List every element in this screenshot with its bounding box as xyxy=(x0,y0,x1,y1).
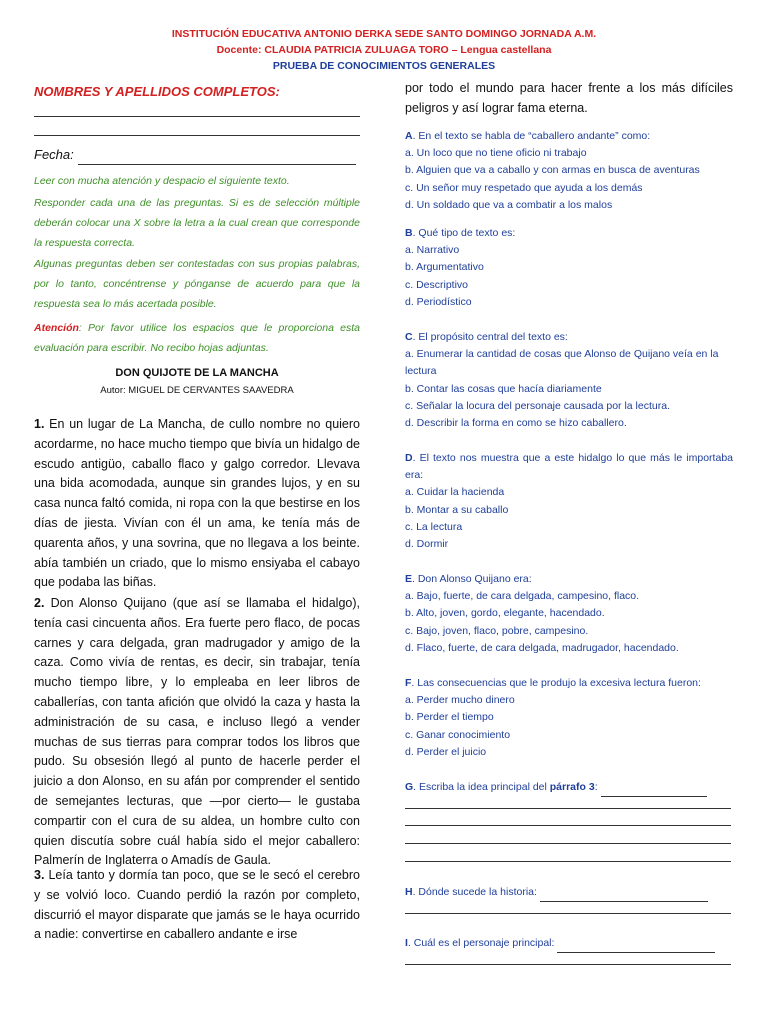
option-d[interactable]: d. Flaco, fuerte, de cara delgada, madrugador, hacendado. xyxy=(405,641,679,654)
test-title: PRUEBA DE CONOCIMIENTOS GENERALES xyxy=(272,60,496,72)
option-c[interactable]: c. Descriptivo xyxy=(405,278,469,291)
question-i: I. Cuál es el personaje principal: xyxy=(405,935,733,953)
paragraph-1: 1. En un lugar de La Mancha, de cullo nombre no quiero acordarme, no hace mucho tiempo que bivía un hidalgo de escudo antigüo, caballo flaco y galgo corredor. Llevava una bida acomodada, aunque sin grandes lujos, y en su casa nunca faltó comida, ni ropa con la que bestirse en los días de jiesta. Vivían con él un ama, ke tenía más de quarenta años, y una sovrina, que no llegava a los beinte. abía también un criado, que lo mismo ensiyaba el cabayo que podaba las biñas. xyxy=(34,417,360,590)
option-d[interactable]: d. Periodístico xyxy=(405,295,472,308)
answer-line-g-1[interactable] xyxy=(405,808,731,809)
question-f: F. Las consecuencias que le produjo la excesiva lectura fueron: a. Perder mucho dinero b. Perder el tiempo c. Ganar conocimiento d. Perder el juicio xyxy=(405,675,733,761)
attention-text: : Por favor utilice los espacios que le proporciona esta evaluación para escribir. No recibo hojas adjuntas. xyxy=(34,322,360,354)
option-b[interactable]: b. Alto, joven, gordo, elegante, hacendado. xyxy=(405,607,605,620)
option-b[interactable]: b. Contar las cosas que hacía diariamente xyxy=(405,382,602,395)
question-g: G. Escriba la idea principal del párrafo 3: xyxy=(405,779,733,797)
question-a: A. En el texto se habla de “caballero andante” como: a. Un loco que no tiene oficio ni trabajo b. Alguien que va a caballo y con armas en busca de aventuras c. Un señor muy respetado que ayuda a los demás d. Un soldado que va a combatir a los malos xyxy=(405,128,733,214)
answer-line-i-1[interactable] xyxy=(405,964,731,965)
paragraph-3: 3. Leía tanto y dormía tan poco, que se le secó el cerebro y se volvió loco. Cuando perdió la razón por completo, discurrió el mayor disparate que jamás se le haya ocurrido a nadie: convertirse en caballero andante e irse xyxy=(34,868,360,942)
answer-line-g-4[interactable] xyxy=(405,861,731,862)
answer-line-h-1[interactable] xyxy=(405,913,731,914)
names-line-2[interactable] xyxy=(34,135,360,136)
story-title: DON QUIJOTE DE LA MANCHA xyxy=(115,367,279,379)
instruction-3: Algunas preguntas deben ser contestadas con sus propias palabras, por lo tanto, concéntrense y pónganse de acuerdo para que la respuesta sea lo más acertada posible. xyxy=(34,258,360,310)
option-b[interactable]: b. Montar a su caballo xyxy=(405,503,509,516)
teacher-line: Docente: CLAUDIA PATRICIA ZULUAGA TORO – Lengua castellana xyxy=(216,44,552,56)
option-c[interactable]: c. Un señor muy respetado que ayuda a los demás xyxy=(405,181,643,194)
story-author: Autor: MIGUEL DE CERVANTES SAAVEDRA xyxy=(100,385,294,396)
question-h: H. Dónde sucede la historia: xyxy=(405,884,733,902)
instruction-2: Responder cada una de las preguntas. Si es de selección múltiple deberán colocar una X sobre la letra a la cual crean que corresponde la respuesta correcta. xyxy=(34,197,360,249)
paragraph-2: 2. Don Alonso Quijano (que así se llamaba el hidalgo), tenía casi cincuenta años. Era fuerte pero flaco, de pocas carnes y cara delgada, gran madrugador y amigo de la caza. Como vivía de rentas, es decir, sin trabajar, tenía mucho tiempo libre, y lo empleaba en leer libros de caballerías, con tanta afición que olvidó la caza y hasta la administración de su casa, e incluso llegó a vender muchas de sus tierras para comprar todos los libros que pudo. Su obsesión llegó al punto de hacerle perder el juicio a don Alonso, en su afán por comprender el sentido de semejantes lecturas, que —por cierto— le gustaba compartir con el cura de su aldea, un hombre culto con quien discutía sobre cuál había sido el mejor caballero: Palmerín de Inglaterra o Amadís de Gaula. xyxy=(34,596,360,868)
option-d[interactable]: d. Perder el juicio xyxy=(405,745,487,758)
answer-line-g[interactable] xyxy=(601,779,707,797)
names-line-1[interactable] xyxy=(34,116,360,117)
date-line[interactable] xyxy=(78,146,356,165)
attention-note xyxy=(34,318,360,358)
option-c[interactable]: c. Bajo, joven, flaco, pobre, campesino. xyxy=(405,624,589,637)
option-b[interactable]: b. Perder el tiempo xyxy=(405,711,494,724)
option-c[interactable]: c. Señalar la locura del personaje causada por la lectura. xyxy=(405,399,670,412)
answer-line-g-3[interactable] xyxy=(405,843,731,844)
attention-label: Atención xyxy=(34,322,79,334)
question-d: D. El texto nos muestra que a este hidalgo lo que más le importaba era: a. Cuidar la hacienda b. Montar a su caballo c. La lectura d. Dormir xyxy=(405,450,733,553)
answer-line-i[interactable] xyxy=(557,935,715,953)
option-a[interactable]: a. Un loco que no tiene oficio ni trabajo xyxy=(405,147,587,160)
answer-line-h[interactable] xyxy=(540,884,708,902)
option-a[interactable]: a. Cuidar la hacienda xyxy=(405,486,505,499)
answer-line-g-2[interactable] xyxy=(405,825,731,826)
option-a[interactable]: a. Narrativo xyxy=(405,244,460,257)
instruction-1: Leer con mucha atención y despacio el siguiente texto. xyxy=(34,175,290,187)
option-c[interactable]: c. La lectura xyxy=(405,520,463,533)
date-label: Fecha: xyxy=(34,147,74,162)
option-a[interactable]: a. Perder mucho dinero xyxy=(405,694,515,707)
date-field xyxy=(34,146,360,165)
question-e: E. Don Alonso Quijano era: a. Bajo, fuerte, de cara delgada, campesino, flaco. b. Alto, joven, gordo, elegante, hacendado. c. Bajo, joven, flaco, pobre, campesino. d. Flaco, fuerte, de cara delgada, madrugador, hacendado. xyxy=(405,571,733,657)
option-b[interactable]: b. Argumentativo xyxy=(405,261,484,274)
option-a[interactable]: a. Enumerar la cantidad de cosas que Alonso de Quijano veía en la lectura xyxy=(405,348,719,378)
question-c: C. El propósito central del texto es: a. Enumerar la cantidad de cosas que Alonso de Quijano veía en la lectura b. Contar las cosas que hacía diariamente c. Señalar la locura del personaje causada por la lectura. d. Describir la forma en como se hizo caballero. xyxy=(405,329,733,432)
names-label: NOMBRES Y APELLIDOS COMPLETOS: xyxy=(34,84,280,99)
option-b[interactable]: b. Alguien que va a caballo y con armas en busca de aventuras xyxy=(405,164,700,177)
question-b: B. Qué tipo de texto es: a. Narrativo b. Argumentativo c. Descriptivo d. Periodístico xyxy=(405,225,733,311)
option-d[interactable]: d. Describir la forma en como se hizo caballero. xyxy=(405,417,627,430)
paragraph-3-continued: por todo el mundo para hacer frente a los más difíciles peligros y así lograr fama eterna. xyxy=(405,81,733,115)
option-c[interactable]: c. Ganar conocimiento xyxy=(405,728,511,741)
school-name: INSTITUCIÓN EDUCATIVA ANTONIO DERKA SEDE SANTO DOMINGO JORNADA A.M. xyxy=(171,28,597,40)
option-d[interactable]: d. Dormir xyxy=(405,538,449,551)
option-d[interactable]: d. Un soldado que va a combatir a los malos xyxy=(405,198,613,211)
option-a[interactable]: a. Bajo, fuerte, de cara delgada, campesino, flaco. xyxy=(405,590,640,603)
